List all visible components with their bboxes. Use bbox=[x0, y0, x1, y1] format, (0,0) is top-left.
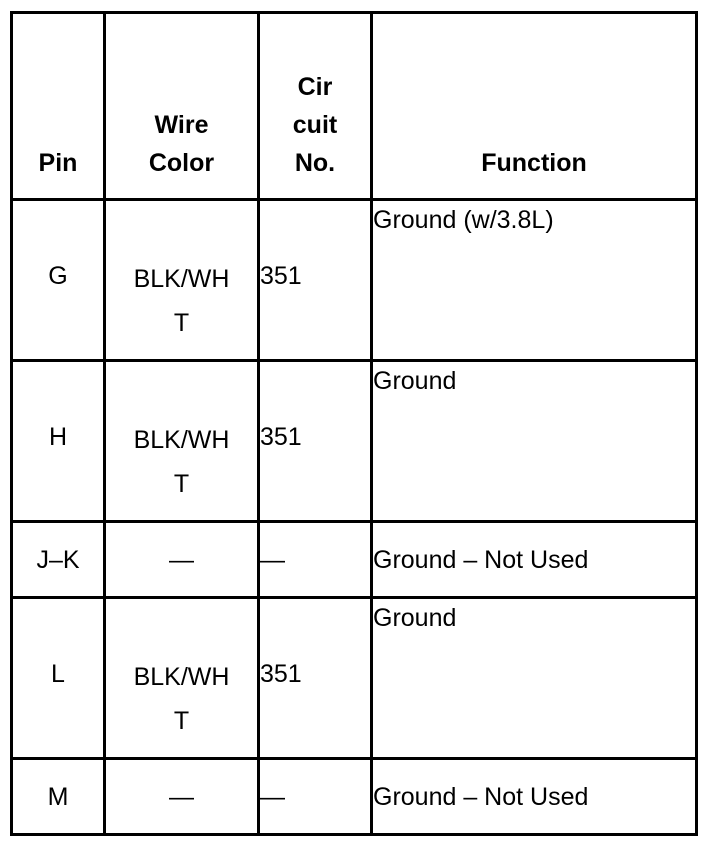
header-function bbox=[372, 13, 697, 200]
connector-pin-table bbox=[10, 11, 698, 836]
table-header-row bbox=[12, 13, 697, 200]
cell-pin: G bbox=[12, 200, 105, 361]
wire-color-text: BLK/WHT bbox=[133, 663, 230, 735]
wire-color-text: BLK/WHT bbox=[133, 426, 230, 498]
header-circuit-line2: cuit bbox=[292, 111, 338, 139]
cell-circuit: — bbox=[259, 759, 372, 835]
cell-circuit: — bbox=[259, 522, 372, 598]
cell-pin: M bbox=[12, 759, 105, 835]
cell-function: Ground – Not Used bbox=[372, 522, 697, 598]
header-wire-color bbox=[105, 13, 259, 200]
cell-pin: L bbox=[12, 598, 105, 759]
cell-circuit: 351 bbox=[259, 361, 372, 522]
header-function-label: Function bbox=[481, 149, 587, 177]
cell-circuit: 351 bbox=[259, 200, 372, 361]
table-row bbox=[12, 200, 697, 361]
table-row bbox=[12, 598, 697, 759]
header-pin bbox=[12, 13, 105, 200]
header-pin-label: Pin bbox=[38, 149, 78, 177]
cell-wire-color: — bbox=[105, 522, 259, 598]
wire-color-text: BLK/WHT bbox=[133, 265, 230, 337]
cell-pin: J–K bbox=[12, 522, 105, 598]
header-wire-color-line1: Wire bbox=[154, 111, 209, 139]
cell-function: Ground bbox=[372, 598, 697, 759]
table-row bbox=[12, 361, 697, 522]
cell-wire-color bbox=[105, 598, 259, 759]
header-circuit-no bbox=[259, 13, 372, 200]
header-circuit-line1: Cir bbox=[297, 73, 333, 101]
cell-function: Ground (w/3.8L) bbox=[372, 200, 697, 361]
header-circuit-line3: No. bbox=[294, 149, 336, 177]
cell-wire-color bbox=[105, 200, 259, 361]
header-wire-color-line2: Color bbox=[148, 149, 215, 177]
table-row bbox=[12, 759, 697, 835]
cell-circuit: 351 bbox=[259, 598, 372, 759]
cell-wire-color: — bbox=[105, 759, 259, 835]
cell-wire-color bbox=[105, 361, 259, 522]
cell-pin: H bbox=[12, 361, 105, 522]
table-row bbox=[12, 522, 697, 598]
cell-function: Ground bbox=[372, 361, 697, 522]
cell-function: Ground – Not Used bbox=[372, 759, 697, 835]
